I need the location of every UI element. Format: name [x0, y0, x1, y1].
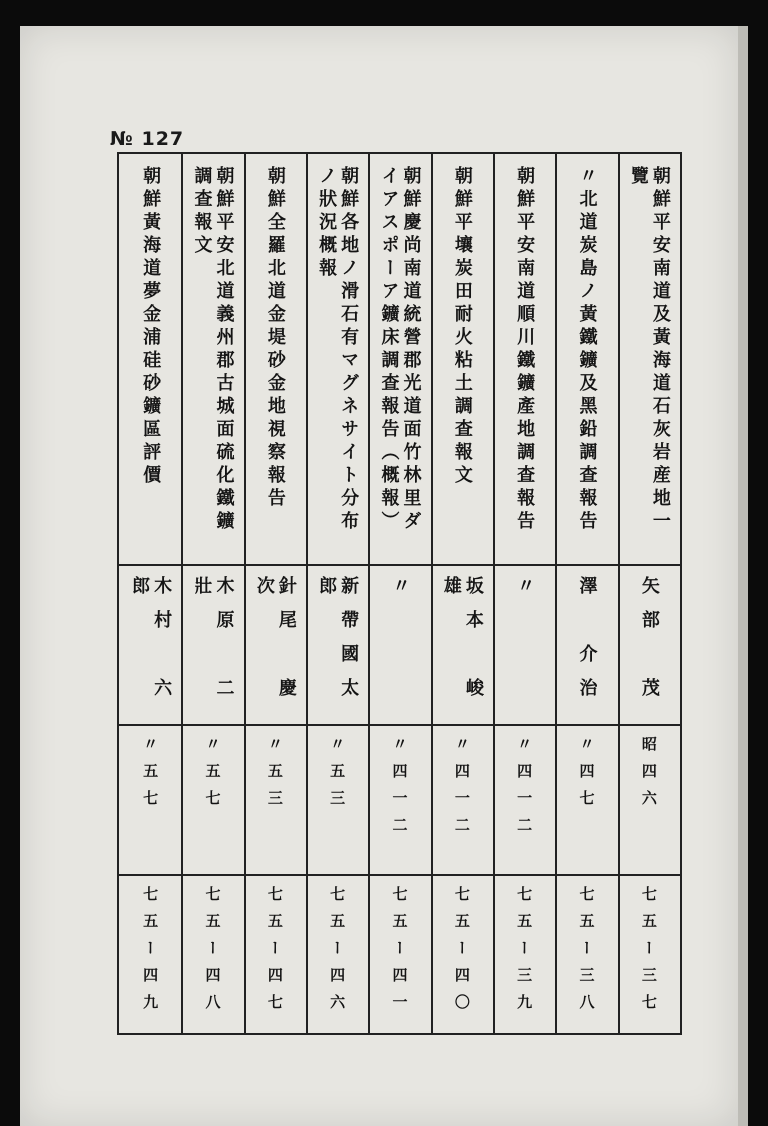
record-title-cell: [119, 166, 181, 556]
record-title-cell: [368, 166, 430, 556]
record-author-cell: [555, 576, 617, 716]
record-number-cell: [306, 886, 368, 1025]
record-number: 七五ー四六: [328, 886, 347, 1021]
record-title-cell: [555, 166, 617, 556]
record-author: 針尾 慶次: [253, 576, 297, 712]
record-title-cell: [493, 166, 555, 556]
record-author-cell: [618, 576, 680, 716]
record-title-cell: [431, 166, 493, 556]
record-number-cell: [431, 886, 493, 1025]
record-date-cell: [555, 736, 617, 866]
record-number-cell: [368, 886, 430, 1025]
record-author: 新帶國太郎: [316, 576, 360, 712]
record-author: 坂本 峻雄: [440, 576, 484, 712]
record-title: 〃北道炭島ノ黃鐵鑛及黑鉛調查報告: [576, 166, 598, 534]
record-author: 澤 介治: [576, 576, 598, 712]
record-author: 矢部 茂: [638, 576, 660, 712]
record-number-cell: [181, 886, 243, 1025]
record-date: 〃五三: [265, 736, 284, 817]
record-date-cell: [493, 736, 555, 866]
record-title: 朝鮮平安南道及黃海道石灰岩産地一覽: [627, 166, 671, 534]
record-date-cell: [244, 736, 306, 866]
record-author-cell: [306, 576, 368, 716]
record-number-cell: [119, 886, 181, 1025]
record-number: 七五ー三七: [639, 886, 658, 1021]
record-title-cell: [181, 166, 243, 556]
record-number: 七五ー四七: [265, 886, 284, 1021]
record-date: 〃四一二: [390, 736, 409, 844]
record-author-cell: [119, 576, 181, 716]
record-author-cell: [181, 576, 243, 716]
record-author-cell: [431, 576, 493, 716]
record-date-cell: [368, 736, 430, 866]
record-number: 七五ー四八: [203, 886, 222, 1021]
page-number: № 127: [110, 128, 185, 150]
record-number-cell: [244, 886, 306, 1025]
record-author-cell: [368, 576, 430, 716]
record-title: 朝鮮黃海道夢金浦硅砂鑛區評價: [140, 166, 162, 488]
record-number-cell: [555, 886, 617, 1025]
record-date: 〃五七: [141, 736, 160, 817]
record-title-cell: [618, 166, 680, 556]
record-author: 木村 六郎: [129, 576, 173, 712]
record-author-cell: [493, 576, 555, 716]
record-author: 〃: [514, 576, 536, 610]
band-divider: [119, 724, 680, 726]
record-date-cell: [618, 736, 680, 866]
record-number: 七五ー三九: [515, 886, 534, 1021]
record-author-cell: [244, 576, 306, 716]
record-date: 〃五三: [328, 736, 347, 817]
book-spine: [738, 26, 748, 1126]
record-date-cell: [119, 736, 181, 866]
record-title: 朝鮮各地ノ滑石有マグネサイト分布ノ狀況概報: [316, 166, 360, 534]
record-title: 朝鮮平壤炭田耐火粘土調查報文: [451, 166, 473, 488]
catalog-table: [117, 152, 682, 1035]
record-number-cell: [618, 886, 680, 1025]
record-date: 〃四七: [577, 736, 596, 817]
record-title-cell: [244, 166, 306, 556]
record-title: 朝鮮平安南道順川鐵鑛產地調查報告: [514, 166, 536, 534]
record-date: 昭四六: [639, 736, 658, 817]
record-date: 〃四一二: [515, 736, 534, 844]
record-date: 〃四一二: [452, 736, 471, 844]
record-date: 〃五七: [203, 736, 222, 817]
record-date-cell: [431, 736, 493, 866]
scan-edge: [748, 26, 768, 1126]
record-number: 七五ー四〇: [452, 886, 471, 1021]
band-divider: [119, 564, 680, 566]
record-title-cell: [306, 166, 368, 556]
record-number-cell: [493, 886, 555, 1025]
record-author: 〃: [389, 576, 411, 610]
record-date-cell: [181, 736, 243, 866]
record-number: 七五ー四一: [390, 886, 409, 1021]
record-number: 七五ー三八: [577, 886, 596, 1021]
record-title: 朝鮮慶尚南道統營郡光道面竹林里ダイアスポーア鑛床調查報告（概報）: [378, 166, 422, 534]
record-number: 七五ー四九: [141, 886, 160, 1021]
record-date-cell: [306, 736, 368, 866]
record-author: 木原 二壯: [191, 576, 235, 712]
record-title: 朝鮮平安北道義州郡古城面硫化鐵鑛調查報文: [191, 166, 235, 534]
record-title: 朝鮮全羅北道金堤砂金地視察報告: [264, 166, 286, 511]
band-divider: [119, 874, 680, 876]
